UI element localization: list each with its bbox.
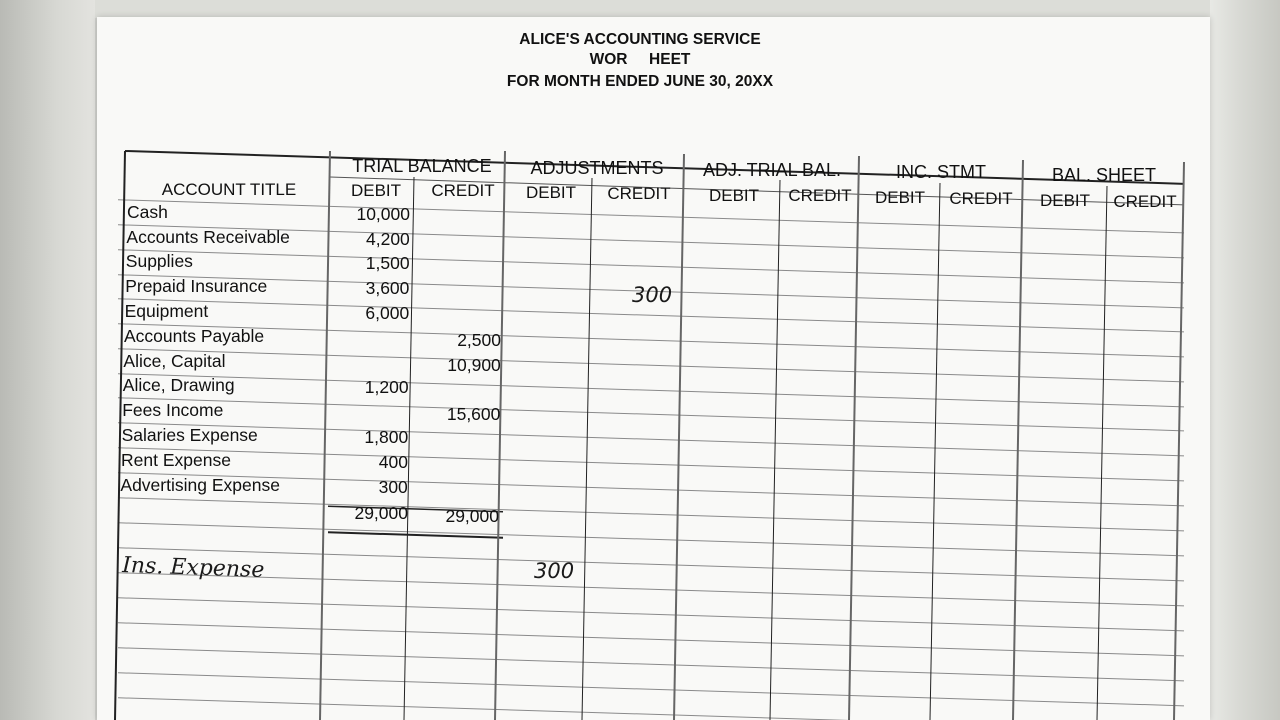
account-title: Fees Income <box>122 400 224 420</box>
row-rule <box>118 673 1184 706</box>
is-debit-header: DEBIT <box>874 188 926 207</box>
account-title: Cash <box>127 202 168 222</box>
row-rule <box>118 374 1184 407</box>
column-rule <box>1013 160 1023 720</box>
row-rule <box>118 324 1184 357</box>
adj-debit-header: DEBIT <box>525 183 577 202</box>
group-bal-sheet: BAL. SHEET <box>1051 165 1157 185</box>
column-rule <box>320 151 330 720</box>
tb-debit-value: 6,000 <box>365 303 410 323</box>
row-rule <box>118 548 1184 581</box>
account-title: Rent Expense <box>121 450 231 470</box>
column-rule <box>930 183 940 720</box>
adj-credit-header: CREDIT <box>607 184 671 203</box>
worksheet-title: WOR HEET <box>589 51 691 68</box>
period-line: FOR MONTH ENDED JUNE 30, 20XX <box>506 73 774 90</box>
row-rule <box>118 623 1184 656</box>
account-title-header: ACCOUNT TITLE <box>161 180 297 199</box>
column-rule <box>770 180 780 720</box>
ins-expense-title: Ins. Expense <box>121 553 265 583</box>
account-title: Alice, Capital <box>123 351 226 371</box>
column-rule <box>674 154 684 720</box>
tb-credit-value: 2,500 <box>457 330 501 350</box>
tb-credit-value: 15,600 <box>446 404 501 424</box>
tb-credit-header: CREDIT <box>431 181 495 200</box>
column-rule <box>849 156 859 720</box>
row-rule <box>118 523 1184 556</box>
account-title: Accounts Receivable <box>126 227 290 247</box>
bs-credit-header: CREDIT <box>1113 192 1177 211</box>
group-inc-stmt: INC. STMT <box>896 162 986 182</box>
row-rule <box>118 648 1184 681</box>
atb-debit-header: DEBIT <box>708 186 760 205</box>
total-tb-debit: 29,000 <box>354 503 408 523</box>
row-rule <box>118 598 1184 631</box>
column-rule <box>582 178 592 720</box>
row-rule <box>118 398 1184 431</box>
column-rule <box>1174 162 1184 720</box>
prepaid-insurance-adj-credit: 300 <box>632 283 673 307</box>
tb-debit-value: 3,600 <box>365 278 410 298</box>
company-name: ALICE'S ACCOUNTING SERVICE <box>519 31 761 48</box>
is-credit-header: CREDIT <box>949 189 1013 208</box>
tb-debit-value: 300 <box>378 477 408 497</box>
account-title: Accounts Payable <box>124 326 265 346</box>
total-tb-credit: 29,000 <box>445 506 499 526</box>
tb-debit-value: 400 <box>378 452 408 472</box>
group-adj-trial-bal: ADJ. TRIAL BAL. <box>702 160 842 180</box>
row-rule <box>118 498 1184 531</box>
account-title: Salaries Expense <box>121 425 258 445</box>
account-title: Equipment <box>124 301 209 321</box>
account-title: Prepaid Insurance <box>125 276 268 296</box>
bs-debit-header: DEBIT <box>1039 191 1091 210</box>
ins-expense-adj-debit: 300 <box>534 559 575 583</box>
group-trial-balance: TRIAL BALANCE <box>352 156 492 176</box>
tb-debit-value: 1,800 <box>364 427 409 447</box>
account-rows <box>120 202 501 497</box>
row-rule <box>118 250 1184 283</box>
tb-debit-value: 1,500 <box>365 253 410 273</box>
row-rule <box>118 573 1184 606</box>
tb-debit-value: 10,000 <box>356 204 410 224</box>
tb-debit-header: DEBIT <box>350 181 402 200</box>
atb-credit-header: CREDIT <box>788 186 852 205</box>
group-adjustments: ADJUSTMENTS <box>530 158 664 178</box>
tb-debit-value: 1,200 <box>364 377 409 397</box>
account-title: Supplies <box>125 251 193 271</box>
totals-double-rule <box>328 532 503 537</box>
tb-debit-value: 4,200 <box>366 229 410 249</box>
tb-credit-value: 10,900 <box>447 355 501 375</box>
row-rule <box>118 349 1184 382</box>
row-rule <box>118 423 1184 456</box>
account-title: Advertising Expense <box>120 475 280 495</box>
account-title: Alice, Drawing <box>122 375 235 395</box>
